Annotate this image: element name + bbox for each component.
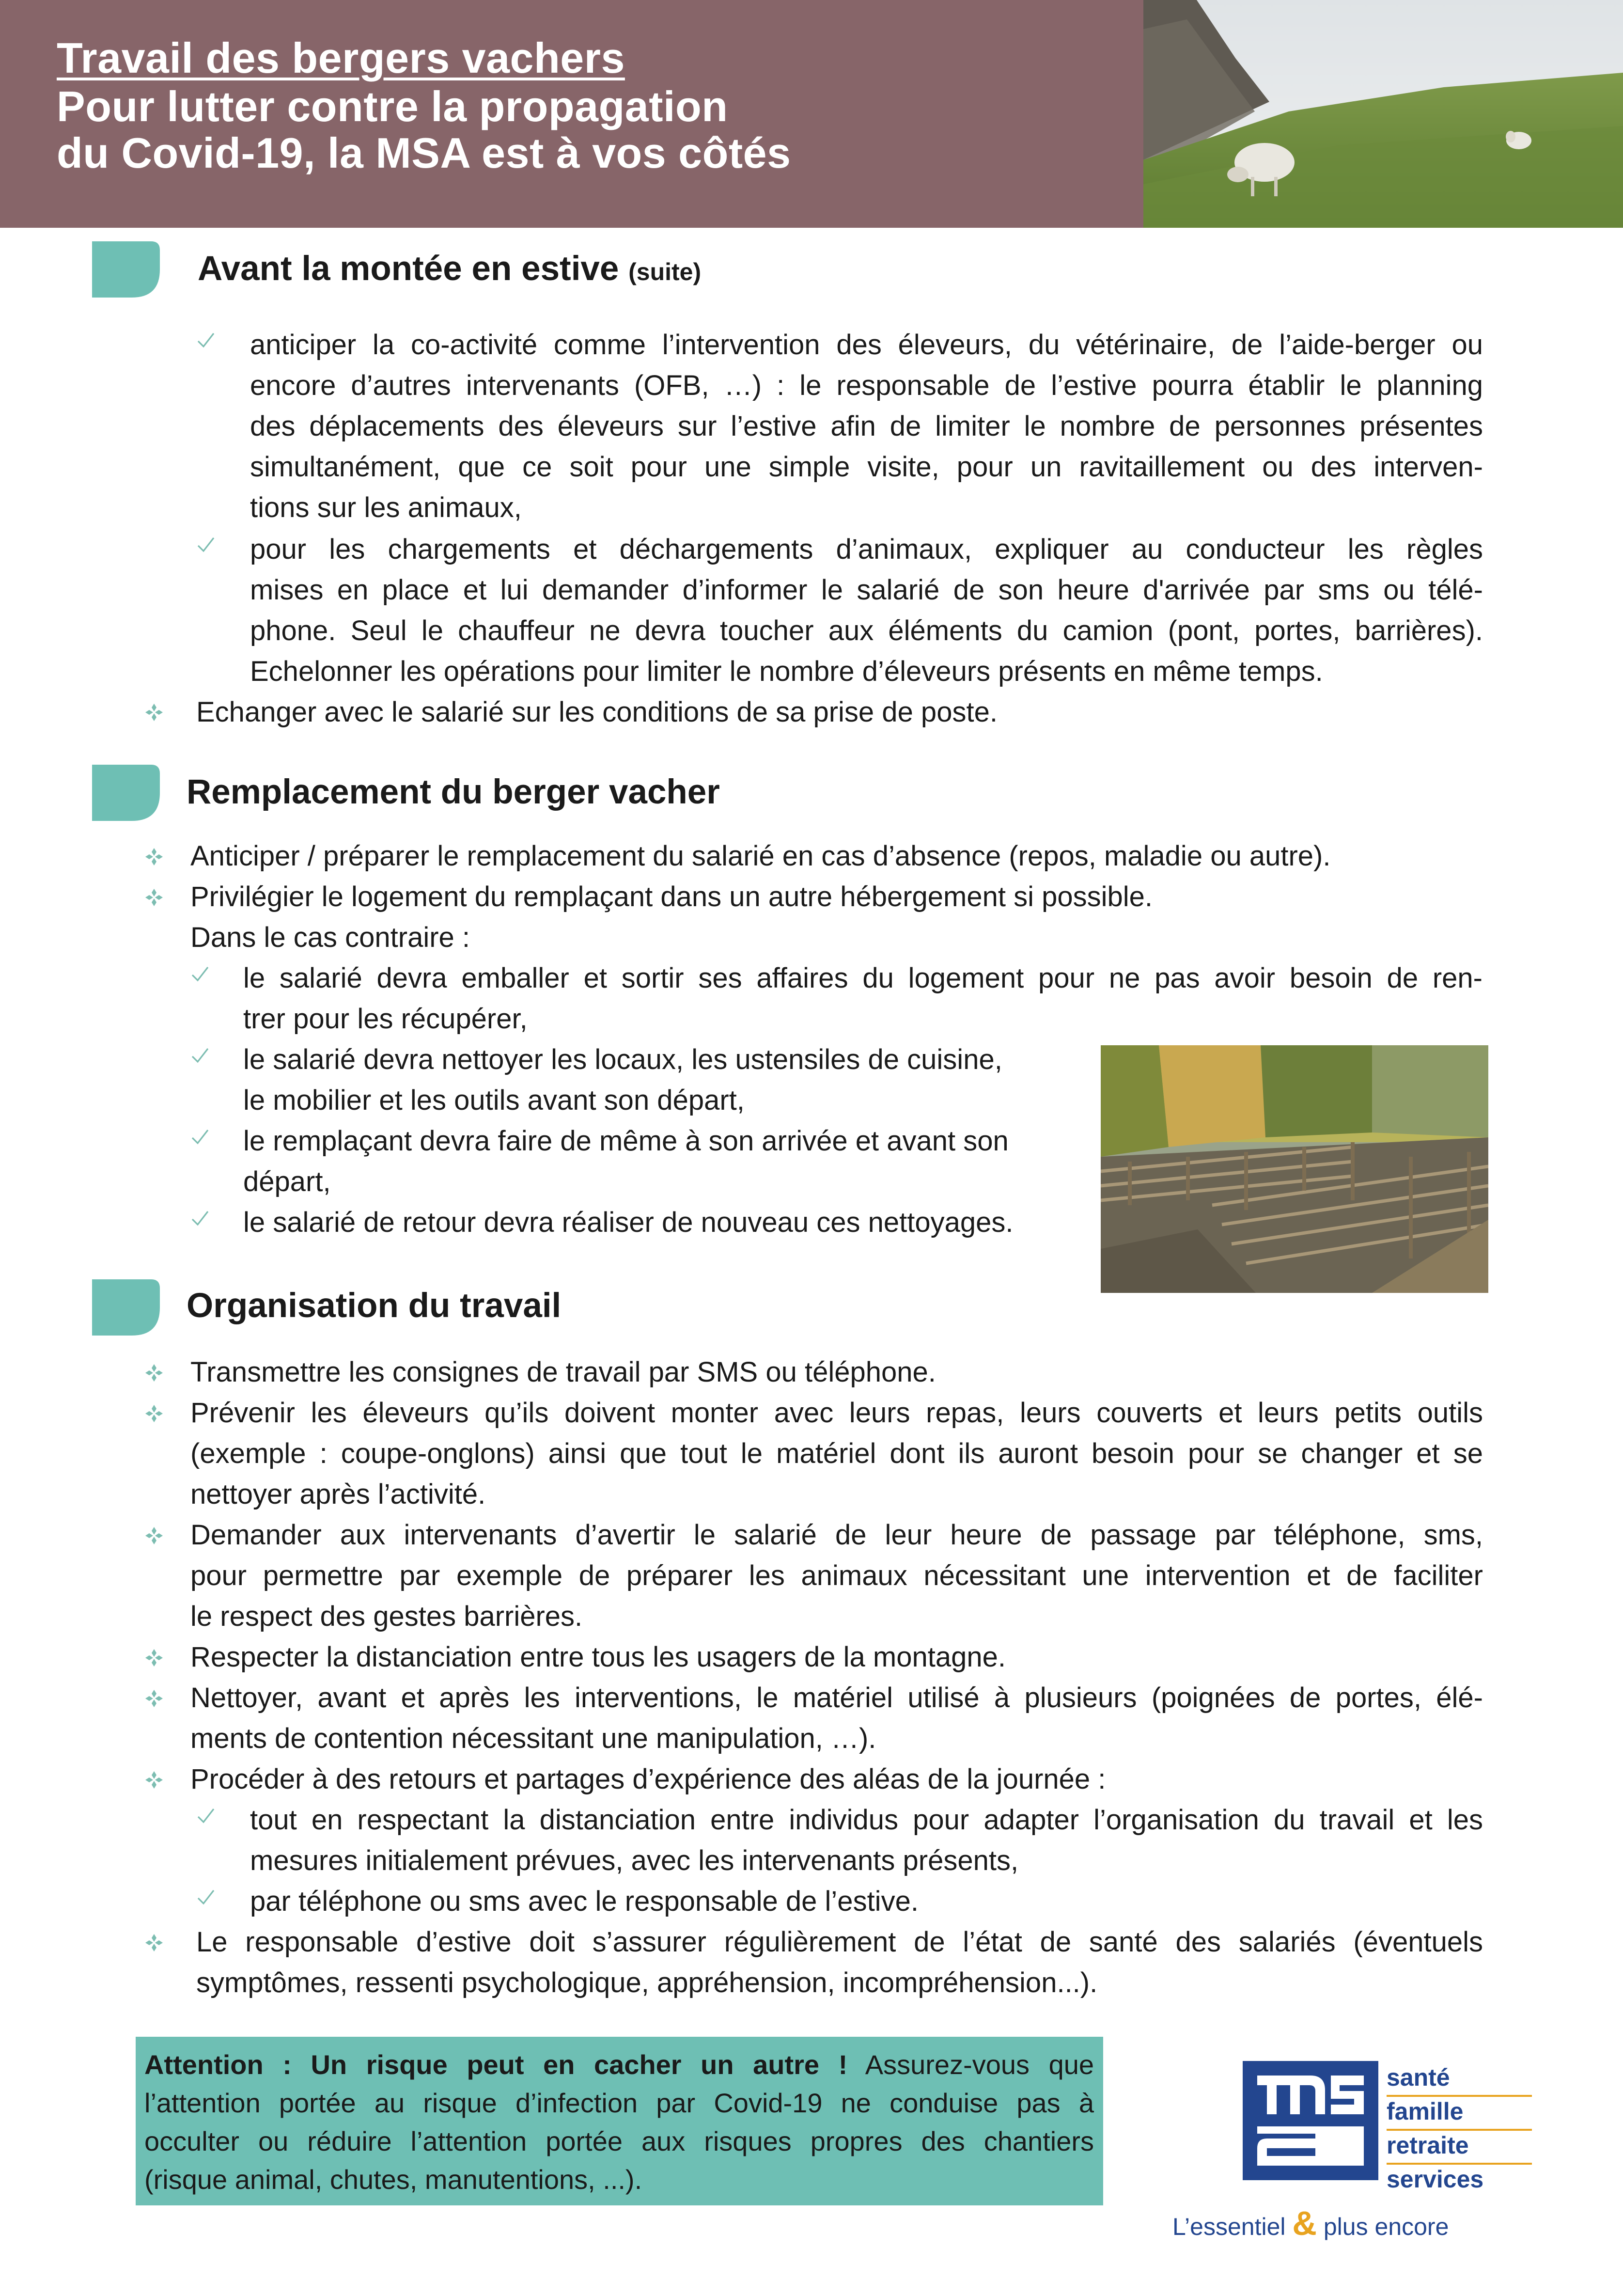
section-tab-icon — [92, 241, 160, 298]
check-icon — [190, 964, 210, 984]
diamond-bullet-icon — [144, 1363, 164, 1383]
attention-line1 — [144, 2045, 1094, 2084]
list-item: phone. Seul le chauffeur ne devra toucher aux éléments du camion (pont, portes, barrières). — [250, 615, 1483, 646]
list-item: par téléphone ou sms avec le responsable de l’estive. — [250, 1886, 919, 1917]
slogan-part2: plus encore — [1323, 2213, 1449, 2240]
list-item: Prévenir les éleveurs qu’ils doivent monter avec leurs repas, leurs couverts et leurs petits outils — [190, 1397, 1483, 1429]
list-item: symptômes, ressenti psychologique, appréhension, incompréhension...). — [196, 1967, 1098, 1998]
tagline-divider — [1387, 2095, 1532, 2097]
check-icon — [196, 535, 216, 554]
diamond-bullet-icon — [144, 1689, 164, 1708]
check-icon — [196, 330, 216, 350]
list-item: Dans le cas contraire : — [190, 922, 470, 953]
list-item: Echelonner les opérations pour limiter le nombre d’éleveurs présents en même temps. — [250, 656, 1323, 687]
section-title-organisation: Organisation du travail — [187, 1287, 562, 1325]
attention-line2: l’attention portée au risque d’infection par Covid-19 ne conduise pas à — [144, 2088, 1094, 2118]
list-item: le mobilier et les outils avant son départ, — [243, 1085, 745, 1116]
list-item: Le responsable d’estive doit s’assurer régulièrement de l’état de santé des salariés (éventuels — [196, 1926, 1483, 1958]
list-item: tout en respectant la distanciation entre individus pour adapter l’organisation du travail et les — [250, 1804, 1483, 1836]
section-tab-icon — [92, 1279, 160, 1336]
list-item: le salarié devra emballer et sortir ses affaires du logement pour ne pas avoir besoin de ren- — [243, 962, 1483, 994]
section-title-remplacement: Remplacement du berger vacher — [187, 773, 720, 811]
attention-line3: occulter ou réduire l’attention portée aux risques propres des chantiers — [144, 2126, 1094, 2156]
list-item: mesures initialement prévues, avec les intervenants présents, — [250, 1845, 1019, 1876]
logo-tagline: famille — [1387, 2098, 1464, 2125]
section-title-text: Avant la montée en estive — [198, 250, 619, 288]
list-item: ments de contention nécessitant une manipulation, …). — [190, 1723, 876, 1754]
list-item: départ, — [243, 1166, 331, 1197]
list-item: simultanément, que ce soit pour une simple visite, pour un ravitaillement ou des interven- — [250, 451, 1483, 483]
list-item: Transmettre les consignes de travail par SMS ou téléphone. — [190, 1356, 936, 1388]
section-title-avant-montee — [198, 250, 701, 291]
section-tab-icon — [92, 765, 160, 821]
diamond-bullet-icon — [144, 847, 164, 866]
check-icon — [190, 1046, 210, 1065]
list-item: Anticiper / préparer le remplacement du salarié en cas d’absence (repos, maladie ou autre). — [190, 840, 1331, 872]
list-item: Echanger avec le salarié sur les conditions de sa prise de poste. — [196, 696, 998, 728]
brand-slogan — [1172, 2204, 1449, 2243]
list-item: des déplacements des éleveurs sur l’estive afin de limiter le nombre de personnes présentes — [250, 410, 1483, 442]
list-item: Demander aux intervenants d’avertir le salarié de leur heure de passage par téléphone, sms, — [190, 1519, 1483, 1551]
list-item: le remplaçant devra faire de même à son arrivée et avant son — [243, 1125, 1009, 1157]
msa-logo — [1243, 2061, 1378, 2180]
diamond-bullet-icon — [144, 1526, 164, 1545]
list-item: Nettoyer, avant et après les interventions, le matériel utilisé à plusieurs (poignées de portes, élé- — [190, 1682, 1483, 1714]
tagline-divider — [1387, 2163, 1532, 2165]
slogan-ampersand: & — [1292, 2204, 1317, 2242]
diamond-bullet-icon — [144, 703, 164, 722]
check-icon — [196, 1806, 216, 1825]
attention-heading: Attention : Un risque peut en cacher un autre ! — [144, 2049, 848, 2080]
diamond-bullet-icon — [144, 1404, 164, 1423]
list-item: encore d’autres intervenants (OFB, …) : le responsable de l’estive pourra établir le planning — [250, 370, 1483, 401]
document-subtitle-line1: Pour lutter contre la propagation — [57, 82, 728, 130]
list-item: anticiper la co-activité comme l’intervention des éleveurs, du vétérinaire, de l’aide-berger ou — [250, 329, 1483, 361]
livestock-pen-photo — [1101, 1045, 1488, 1293]
attention-box — [136, 2037, 1103, 2205]
logo-tagline: services — [1387, 2166, 1484, 2193]
list-item: le salarié de retour devra réaliser de nouveau ces nettoyages. — [243, 1207, 1014, 1238]
list-item: le salarié devra nettoyer les locaux, les ustensiles de cuisine, — [243, 1044, 1002, 1075]
list-item: Privilégier le logement du remplaçant dans un autre hébergement si possible. — [190, 881, 1153, 912]
list-item: le respect des gestes barrières. — [190, 1601, 583, 1632]
diamond-bullet-icon — [144, 1770, 164, 1790]
list-item: Procéder à des retours et partages d’expérience des aléas de la journée : — [190, 1763, 1106, 1795]
logo-tagline: retraite — [1387, 2132, 1469, 2159]
list-item: trer pour les récupérer, — [243, 1003, 528, 1035]
diamond-bullet-icon — [144, 888, 164, 907]
list-item: nettoyer après l’activité. — [190, 1478, 486, 1510]
list-item: pour permettre par exemple de préparer les animaux nécessitant une intervention et de faciliter — [190, 1560, 1483, 1591]
diamond-bullet-icon — [144, 1648, 164, 1667]
header-banner — [0, 0, 1143, 228]
document-subtitle-line2: du Covid-19, la MSA est à vos côtés — [57, 129, 791, 177]
attention-text: Assurez-vous que — [865, 2049, 1094, 2080]
diamond-bullet-icon — [144, 1933, 164, 1952]
logo-tagline: santé — [1387, 2064, 1450, 2091]
tagline-divider — [1387, 2129, 1532, 2131]
sheep-mountain-photo — [1143, 0, 1623, 228]
list-item: tions sur les animaux, — [250, 492, 522, 523]
check-icon — [196, 1887, 216, 1907]
section-title-suffix: (suite) — [628, 258, 702, 285]
check-icon — [190, 1209, 210, 1228]
list-item: mises en place et lui demander d’informer le salarié de son heure d'arrivée par sms ou télé- — [250, 574, 1483, 606]
attention-line4: (risque animal, chutes, manutentions, ...). — [144, 2164, 642, 2195]
list-item: pour les chargements et déchargements d’animaux, expliquer au conducteur les règles — [250, 534, 1483, 565]
document-title: Travail des bergers vachers — [57, 34, 625, 82]
check-icon — [190, 1127, 210, 1147]
list-item: (exemple : coupe-onglons) ainsi que tout le matériel dont ils auront besoin pour se changer et se — [190, 1438, 1483, 1469]
list-item: Respecter la distanciation entre tous les usagers de la montagne. — [190, 1641, 1006, 1673]
slogan-part1: L’essentiel — [1172, 2213, 1286, 2240]
